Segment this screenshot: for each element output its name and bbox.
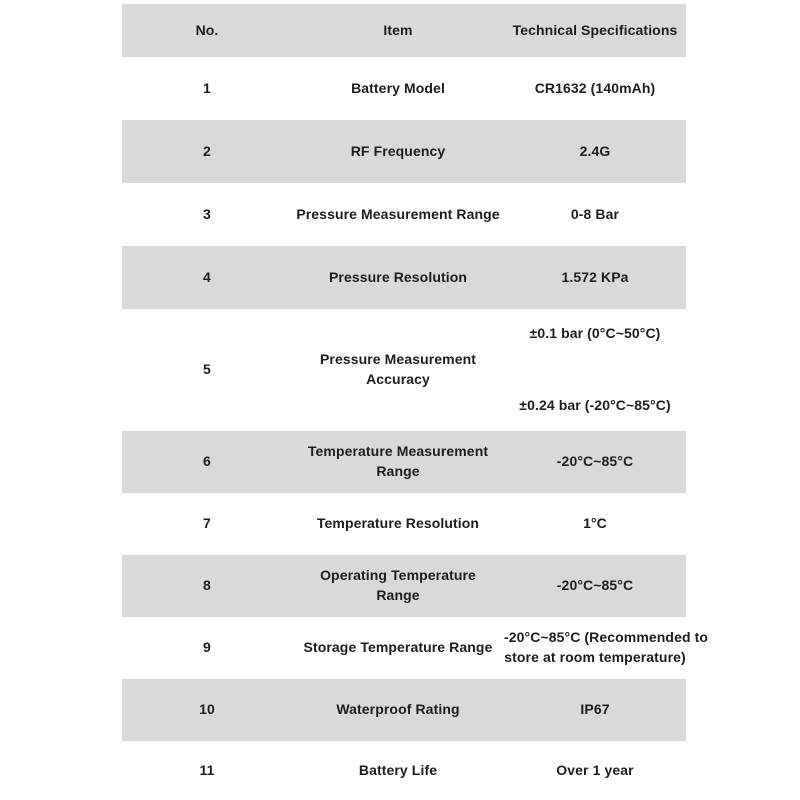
cell-no: 8	[203, 577, 211, 594]
table-row	[122, 493, 686, 555]
table-row	[122, 617, 709, 679]
cell-spec	[504, 576, 686, 596]
cell-spec	[504, 268, 686, 288]
cell-no: 11	[199, 761, 215, 778]
cell-item	[292, 638, 504, 658]
item-text-line: Battery Life	[358, 761, 438, 778]
cell-spec	[504, 514, 686, 534]
cell-no: 3	[203, 205, 211, 222]
cell-item	[292, 442, 504, 481]
spec-text-line: ±0.1 bar (0°C~50°C)	[529, 325, 661, 341]
item-text-line: Waterproof Rating	[336, 701, 460, 718]
table-row	[122, 555, 686, 617]
table-row	[122, 741, 686, 800]
column-header-technical-specifications: Technical Specifications	[512, 21, 678, 38]
table-row	[122, 120, 686, 183]
item-text-line: Pressure Resolution	[328, 268, 468, 285]
cell-spec	[504, 700, 686, 720]
table-body	[122, 57, 709, 800]
cell-item	[292, 566, 504, 605]
spec-text-line: IP67	[580, 701, 610, 718]
item-text-line: Battery Model	[351, 79, 445, 96]
spec-text-line: store at room temperature)	[504, 649, 686, 665]
cell-item	[292, 205, 504, 225]
spec-text-line: Over 1 year	[556, 761, 634, 778]
cell-spec	[504, 761, 686, 781]
table-row	[122, 431, 686, 493]
cell-no: 1	[203, 79, 211, 96]
spec-text-line: -20°C~85°C	[556, 577, 634, 594]
spec-text-line: 0-8 Bar	[570, 205, 620, 222]
cell-spec	[504, 79, 686, 99]
item-text-line: Pressure Measurement	[319, 351, 477, 368]
column-header-item: Item	[383, 21, 413, 38]
cell-item	[292, 514, 504, 534]
item-text-line: Operating Temperature	[320, 567, 476, 584]
table-row	[122, 57, 686, 120]
cell-item	[292, 350, 504, 389]
item-text-line: RF Frequency	[350, 142, 446, 159]
item-text-line: Range	[376, 587, 420, 603]
item-text-line: Temperature Resolution	[316, 515, 480, 532]
item-text-line: Storage Temperature Range	[303, 639, 493, 656]
cell-no: 7	[203, 515, 211, 532]
column-header-no: No.	[195, 21, 219, 38]
spec-text-line: -20°C~85°C	[556, 453, 634, 470]
cell-no: 4	[203, 268, 211, 285]
spec-text-line: ±0.24 bar (-20°C~85°C)	[519, 397, 671, 414]
table-row	[122, 309, 686, 431]
item-text-line: Pressure Measurement Range	[296, 205, 500, 222]
cell-spec	[504, 628, 709, 667]
cell-no: 9	[203, 639, 211, 656]
spec-text-line: -20°C~85°C (Recommended to	[504, 629, 709, 646]
cell-item	[292, 142, 504, 162]
spec-text-line: CR1632 (140mAh)	[534, 79, 656, 96]
cell-spec	[504, 142, 686, 162]
item-text-line: Temperature Measurement	[307, 443, 489, 460]
cell-item	[292, 761, 504, 781]
table-header-row	[122, 4, 686, 57]
cell-item	[292, 700, 504, 720]
cell-no: 10	[199, 701, 215, 718]
cell-item	[292, 268, 504, 288]
cell-spec	[504, 205, 686, 225]
cell-item	[292, 79, 504, 99]
table-row	[122, 246, 686, 309]
spec-table	[122, 4, 709, 800]
cell-no: 5	[203, 361, 211, 378]
cell-no: 6	[203, 453, 211, 470]
table-row	[122, 679, 686, 741]
table-row	[122, 183, 686, 246]
cell-no: 2	[203, 142, 211, 159]
item-text-line: Accuracy	[366, 371, 430, 387]
item-text-line: Range	[376, 463, 420, 479]
spec-text-line: 1°C	[583, 515, 607, 532]
cell-spec	[504, 324, 686, 416]
cell-spec	[504, 452, 686, 472]
spec-text-line: 2.4G	[579, 142, 611, 159]
spec-text-line: 1.572 KPa	[561, 268, 629, 285]
